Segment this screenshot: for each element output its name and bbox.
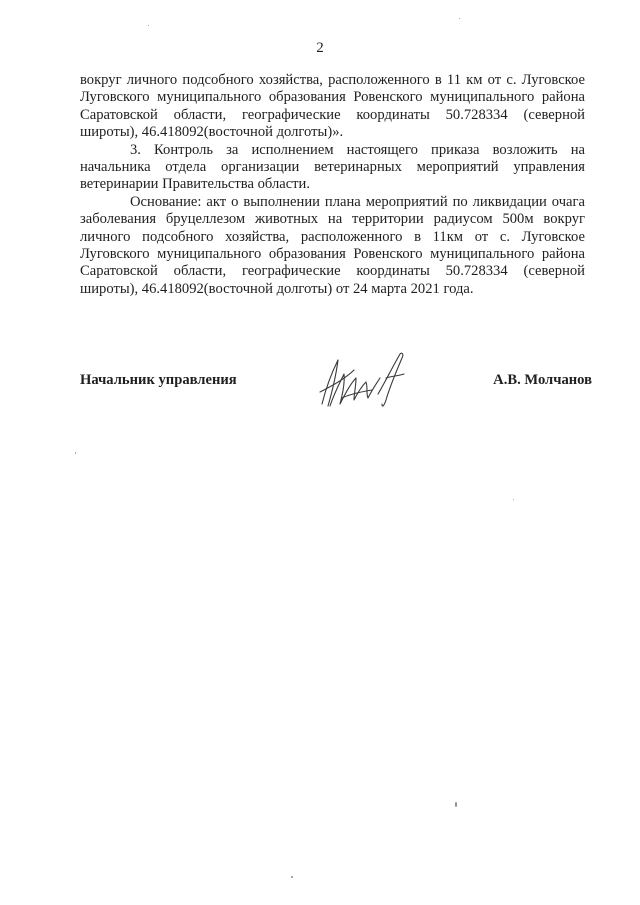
signatory-title: Начальник управления xyxy=(80,372,237,388)
document-body xyxy=(80,72,585,298)
paragraph-item-3: 3. Контроль за исполнением настоящего приказа возложить на начальника отдела организации ветеринарных мероприятий управления ветеринарии Правительства области. xyxy=(80,141,585,193)
page-number: 2 xyxy=(316,40,324,56)
paragraph-basis: Основание: акт о выполнении плана мероприятий по ликвидации очага заболевания бруцеллезом животных на территории радиусом 500м вокруг личного подсобного хозяйства, расположенного в 11км от с. Луговское Луговского муниципального образования Ровенского муниципального района Саратовской области, географические координаты 50.728334 (северной широты), 46.418092(восточной долготы) от 24 марта 2021 года. xyxy=(80,193,585,297)
handwritten-signature xyxy=(312,348,412,412)
scan-speck xyxy=(291,876,293,878)
signatory-name: А.В. Молчанов xyxy=(493,372,592,388)
paragraph-continuation: вокруг личного подсобного хозяйства, расположенного в 11 км от с. Луговское Луговского муниципального образования Ровенского муниципального района Саратовской области, географические координаты 50.728334 (северной широты), 46.418092(восточной долготы)». xyxy=(80,72,585,141)
scan-speck xyxy=(459,18,460,19)
scan-speck xyxy=(75,452,76,454)
scan-speck xyxy=(148,25,149,26)
scan-speck xyxy=(513,499,514,500)
scan-speck xyxy=(455,802,457,807)
